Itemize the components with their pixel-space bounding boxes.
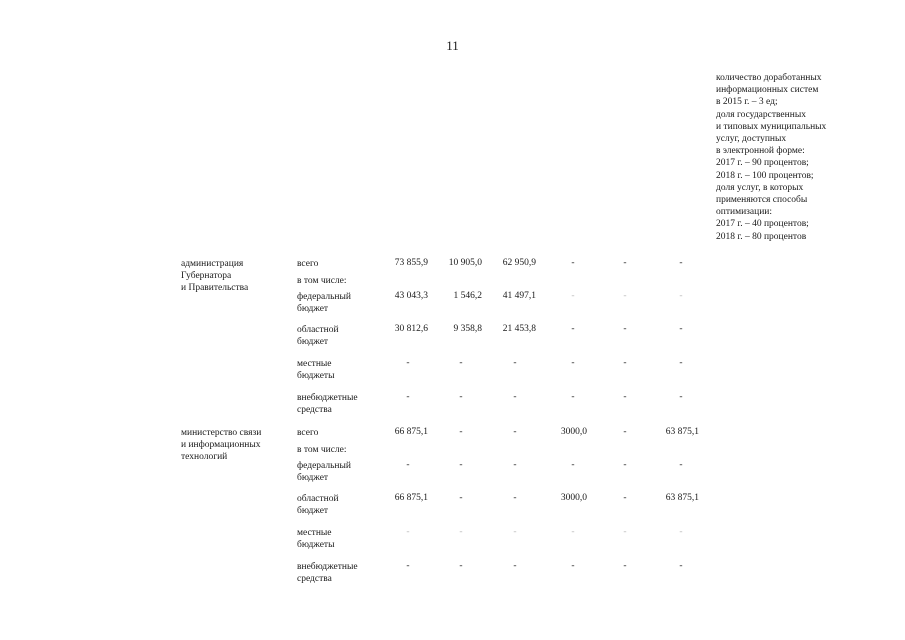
value-cell: - (459, 358, 463, 368)
value-cell: - (459, 427, 463, 437)
value-cell: - (571, 561, 575, 571)
value-cell: - (571, 460, 575, 470)
row-label: местные бюджеты (297, 359, 335, 381)
value-cell: - (679, 561, 683, 571)
value-cell: - (513, 460, 517, 470)
value-cell: - (571, 527, 575, 537)
value-cell: - (623, 561, 627, 571)
table-row (0, 493, 905, 517)
value-cell: - (679, 324, 683, 334)
value-cell: - (679, 291, 683, 301)
value-cell: 41 497,1 (502, 291, 536, 301)
value-cell: - (679, 460, 683, 470)
value-cell: - (571, 258, 575, 268)
row-label: федеральный бюджет (297, 461, 351, 483)
value-cell: 62 950,9 (502, 258, 536, 268)
value-cell: - (459, 460, 463, 470)
table-row (0, 358, 905, 382)
value-cell: - (513, 527, 517, 537)
value-cell: - (406, 561, 410, 571)
indicator-line: применяются способы (716, 195, 808, 206)
value-cell: - (513, 493, 517, 503)
value-cell: - (623, 527, 627, 537)
value-cell: - (459, 527, 463, 537)
indicator-line: в 2015 г. – 3 ед; (716, 97, 778, 108)
value-cell: - (623, 460, 627, 470)
indicator-line: доля услуг, в которых (716, 182, 804, 193)
value-cell: - (513, 561, 517, 571)
value-cell: - (459, 561, 463, 571)
row-label: областной бюджет (297, 325, 339, 347)
indicator-line: 2018 г. – 80 процентов (716, 231, 807, 242)
indicator-line: информационных систем (716, 85, 819, 96)
organization-line: Губернатора (181, 271, 232, 281)
row-label: в том числе: (297, 445, 347, 455)
organization-line: и информационных (181, 440, 261, 450)
row-label: местные бюджеты (297, 528, 335, 550)
indicator-line: в электронной форме: (716, 146, 805, 157)
value-cell: - (679, 258, 683, 268)
value-cell: 3000,0 (560, 427, 587, 437)
target-indicators (716, 72, 876, 243)
indicator-line: 2017 г. – 40 процентов; (716, 219, 809, 230)
value-cell: - (571, 324, 575, 334)
organization-line: администрация (181, 259, 244, 269)
row-label: всего (297, 259, 319, 269)
value-cell: - (406, 392, 410, 402)
indicator-line: оптимизации: (716, 207, 773, 218)
row-label: всего (297, 428, 319, 438)
organization-line: технологий (181, 452, 228, 462)
value-cell: 66 875,1 (394, 493, 428, 503)
table-row (0, 561, 905, 585)
value-cell: - (623, 493, 627, 503)
value-cell: 73 855,9 (394, 258, 428, 268)
value-cell: 9 358,8 (453, 324, 482, 334)
value-cell: - (513, 392, 517, 402)
value-cell: 30 812,6 (394, 324, 428, 334)
indicator-line: 2017 г. – 90 процентов; (716, 158, 809, 169)
value-cell: 10 905,0 (448, 258, 482, 268)
indicator-line: количество доработанных (716, 73, 822, 83)
value-cell: 21 453,8 (502, 324, 536, 334)
value-cell: - (406, 358, 410, 368)
row-label: в том числе: (297, 276, 347, 286)
value-cell: - (623, 358, 627, 368)
page-number: 11 (446, 38, 459, 53)
row-label: федеральный бюджет (297, 292, 351, 314)
value-cell: - (623, 291, 627, 301)
organization-line: министерство связи (181, 428, 262, 438)
value-cell: - (623, 258, 627, 268)
value-cell: 1 546,2 (453, 291, 482, 301)
value-cell: - (679, 358, 683, 368)
value-cell: - (459, 392, 463, 402)
value-cell: 63 875,1 (665, 493, 699, 503)
value-cell: 66 875,1 (394, 427, 428, 437)
value-cell: - (623, 392, 627, 402)
organization-line: и Правительства (181, 283, 249, 293)
indicator-line: услуг, доступных (716, 134, 787, 145)
value-cell: - (459, 493, 463, 503)
value-cell: - (571, 291, 575, 301)
value-cell: - (679, 392, 683, 402)
value-cell: - (513, 427, 517, 437)
value-cell: - (406, 460, 410, 470)
value-cell: - (513, 358, 517, 368)
table-row (0, 460, 905, 484)
table-row (0, 392, 905, 416)
value-cell: - (571, 358, 575, 368)
value-cell: - (623, 427, 627, 437)
indicator-line: и типовых муниципальных (716, 121, 827, 132)
row-label: областной бюджет (297, 494, 339, 516)
indicator-line: доля государственных (716, 109, 806, 120)
row-label: внебюджетные средства (297, 393, 358, 415)
value-cell: - (623, 324, 627, 334)
table-row (0, 324, 905, 348)
value-cell: 3000,0 (560, 493, 587, 503)
value-cell: 63 875,1 (665, 427, 699, 437)
indicator-line: 2018 г. – 100 процентов; (716, 170, 814, 181)
table-row (0, 527, 905, 551)
value-cell: - (679, 527, 683, 537)
row-label: внебюджетные средства (297, 562, 358, 584)
value-cell: 43 043,3 (394, 291, 428, 301)
table-row (0, 291, 905, 315)
value-cell: - (571, 392, 575, 402)
value-cell: - (406, 527, 410, 537)
